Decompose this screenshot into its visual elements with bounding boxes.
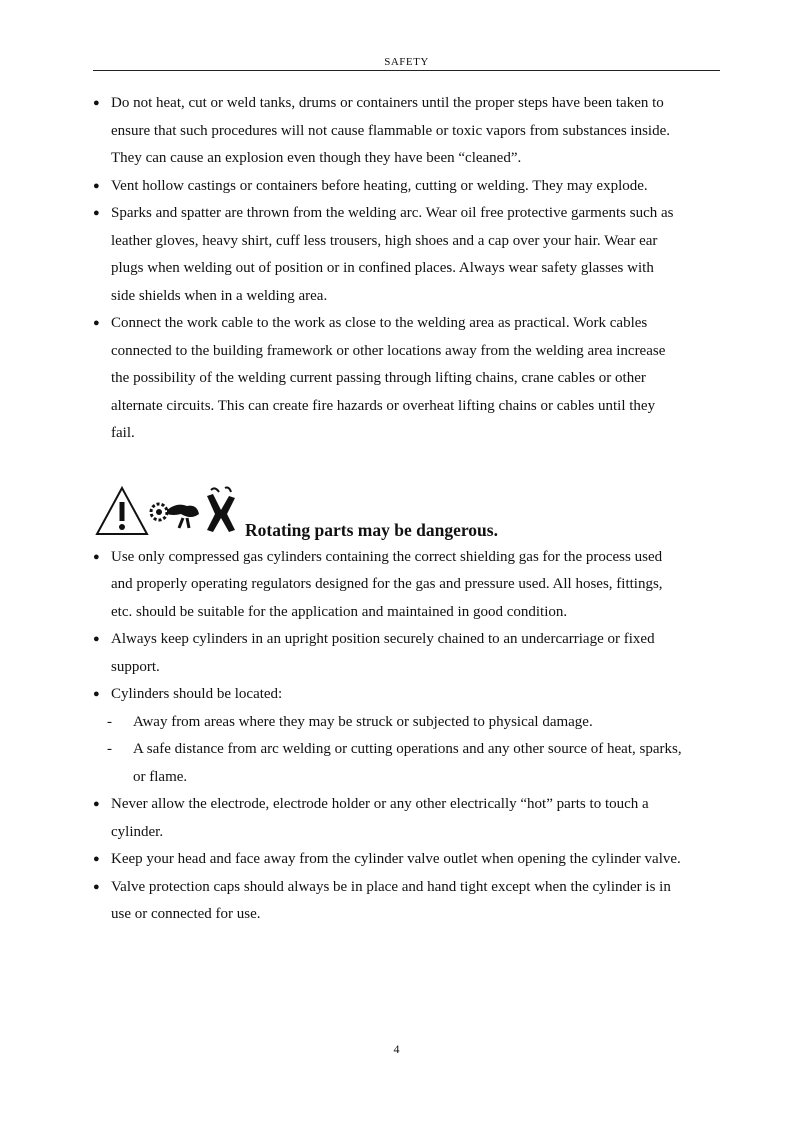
bullet-marker: ●	[93, 688, 100, 700]
bullet-marker: ●	[93, 97, 100, 109]
rotating-gear-hand-icon	[151, 504, 199, 528]
bullet-item	[93, 200, 719, 310]
text-line: A safe distance from arc welding or cutting operations and any other source of heat, sparks,	[133, 741, 682, 757]
bullet-item	[93, 681, 719, 709]
text-line: fail.	[111, 425, 135, 441]
bullet-item	[93, 544, 719, 627]
dash-marker: -	[107, 713, 112, 730]
text-line: connected to the building framework or other locations away from the welding area increase	[111, 342, 666, 359]
text-line: use or connected for use.	[111, 906, 261, 922]
text-line: Never allow the electrode, electrode holder or any other electrically “hot” parts to touch a	[111, 796, 649, 812]
bullet-item	[93, 90, 719, 173]
sub-list-cylinder-locations	[93, 709, 719, 792]
text-line: or flame.	[133, 768, 188, 785]
bullet-item	[93, 791, 719, 846]
warning-title: Rotating parts may be dangerous.	[245, 519, 498, 540]
bullet-item	[93, 874, 719, 929]
text-line: Always keep cylinders in an upright position securely chained to an undercarriage or fixed	[111, 631, 655, 647]
text-line: support.	[111, 658, 160, 675]
text-line: and properly operating regulators designed for the gas and pressure used. All hoses, fittings,	[111, 576, 663, 592]
text-line: etc. should be suitable for the application and maintained in good condition.	[111, 603, 568, 620]
text-line: Away from areas where they may be struck or subjected to physical damage.	[133, 713, 593, 730]
text-line: Do not heat, cut or weld tanks, drums or containers until the proper steps have been taken to	[111, 95, 664, 111]
text-line: cylinder.	[111, 823, 164, 840]
bullet-marker: ●	[93, 853, 100, 865]
page-number: 4	[393, 1042, 400, 1056]
warning-icons	[95, 484, 245, 542]
bullet-list-top	[93, 90, 719, 448]
page-body	[93, 90, 719, 929]
bullet-item	[93, 310, 719, 448]
bullet-item	[93, 173, 719, 201]
text-line: Sparks and spatter are thrown from the welding arc. Wear oil free protective garments such as	[111, 205, 674, 221]
bullet-list-bottom	[93, 544, 719, 709]
running-header: SAFETY	[93, 56, 720, 71]
text-line: Keep your head and face away from the cylinder valve outlet when opening the cylinder valve.	[111, 851, 681, 867]
sub-list-item	[93, 736, 719, 791]
text-line: Cylinders should be located:	[111, 686, 283, 702]
text-line: They can cause an explosion even though they have been “cleaned”.	[111, 150, 522, 166]
warning-block	[93, 484, 719, 544]
bullet-marker: ●	[93, 207, 100, 219]
text-line: alternate circuits. This can create fire hazards or overheat lifting chains or cables until they	[111, 397, 656, 414]
bullet-list-end	[93, 791, 719, 929]
text-line: Valve protection caps should always be in place and hand tight except when the cylinder is in	[111, 878, 671, 895]
bullet-marker: ●	[93, 317, 100, 329]
text-line: ensure that such procedures will not cause flammable or toxic vapors from substances inside.	[111, 122, 671, 139]
text-line: leather gloves, heavy shirt, cuff less trousers, high shoes and a cap over your hair. Wear ear	[111, 232, 658, 249]
bullet-marker: ●	[93, 633, 100, 645]
text-line: side shields when in a welding area.	[111, 287, 328, 304]
bullet-marker: ●	[93, 179, 100, 192]
bullet-marker: ●	[93, 798, 100, 810]
warning-triangle-icon	[97, 488, 147, 534]
bullet-marker: ●	[93, 880, 100, 893]
text-line: Connect the work cable to the work as close to the welding area as practical. Work cables	[111, 315, 648, 331]
bullet-item	[93, 846, 719, 874]
text-line: plugs when welding out of position or in confined places. Always wear safety glasses with	[111, 260, 654, 276]
text-line: the possibility of the welding current passing through lifting chains, crane cables or other	[111, 370, 646, 386]
bullet-marker: ●	[93, 550, 100, 563]
bullet-item	[93, 626, 719, 681]
dash-marker: -	[107, 741, 112, 757]
sub-list-item	[93, 709, 719, 737]
text-line: Use only compressed gas cylinders containing the correct shielding gas for the process used	[111, 548, 663, 565]
hair-caught-icon	[207, 487, 235, 532]
text-line: Vent hollow castings or containers before heating, cutting or welding. They may explode.	[111, 177, 648, 194]
